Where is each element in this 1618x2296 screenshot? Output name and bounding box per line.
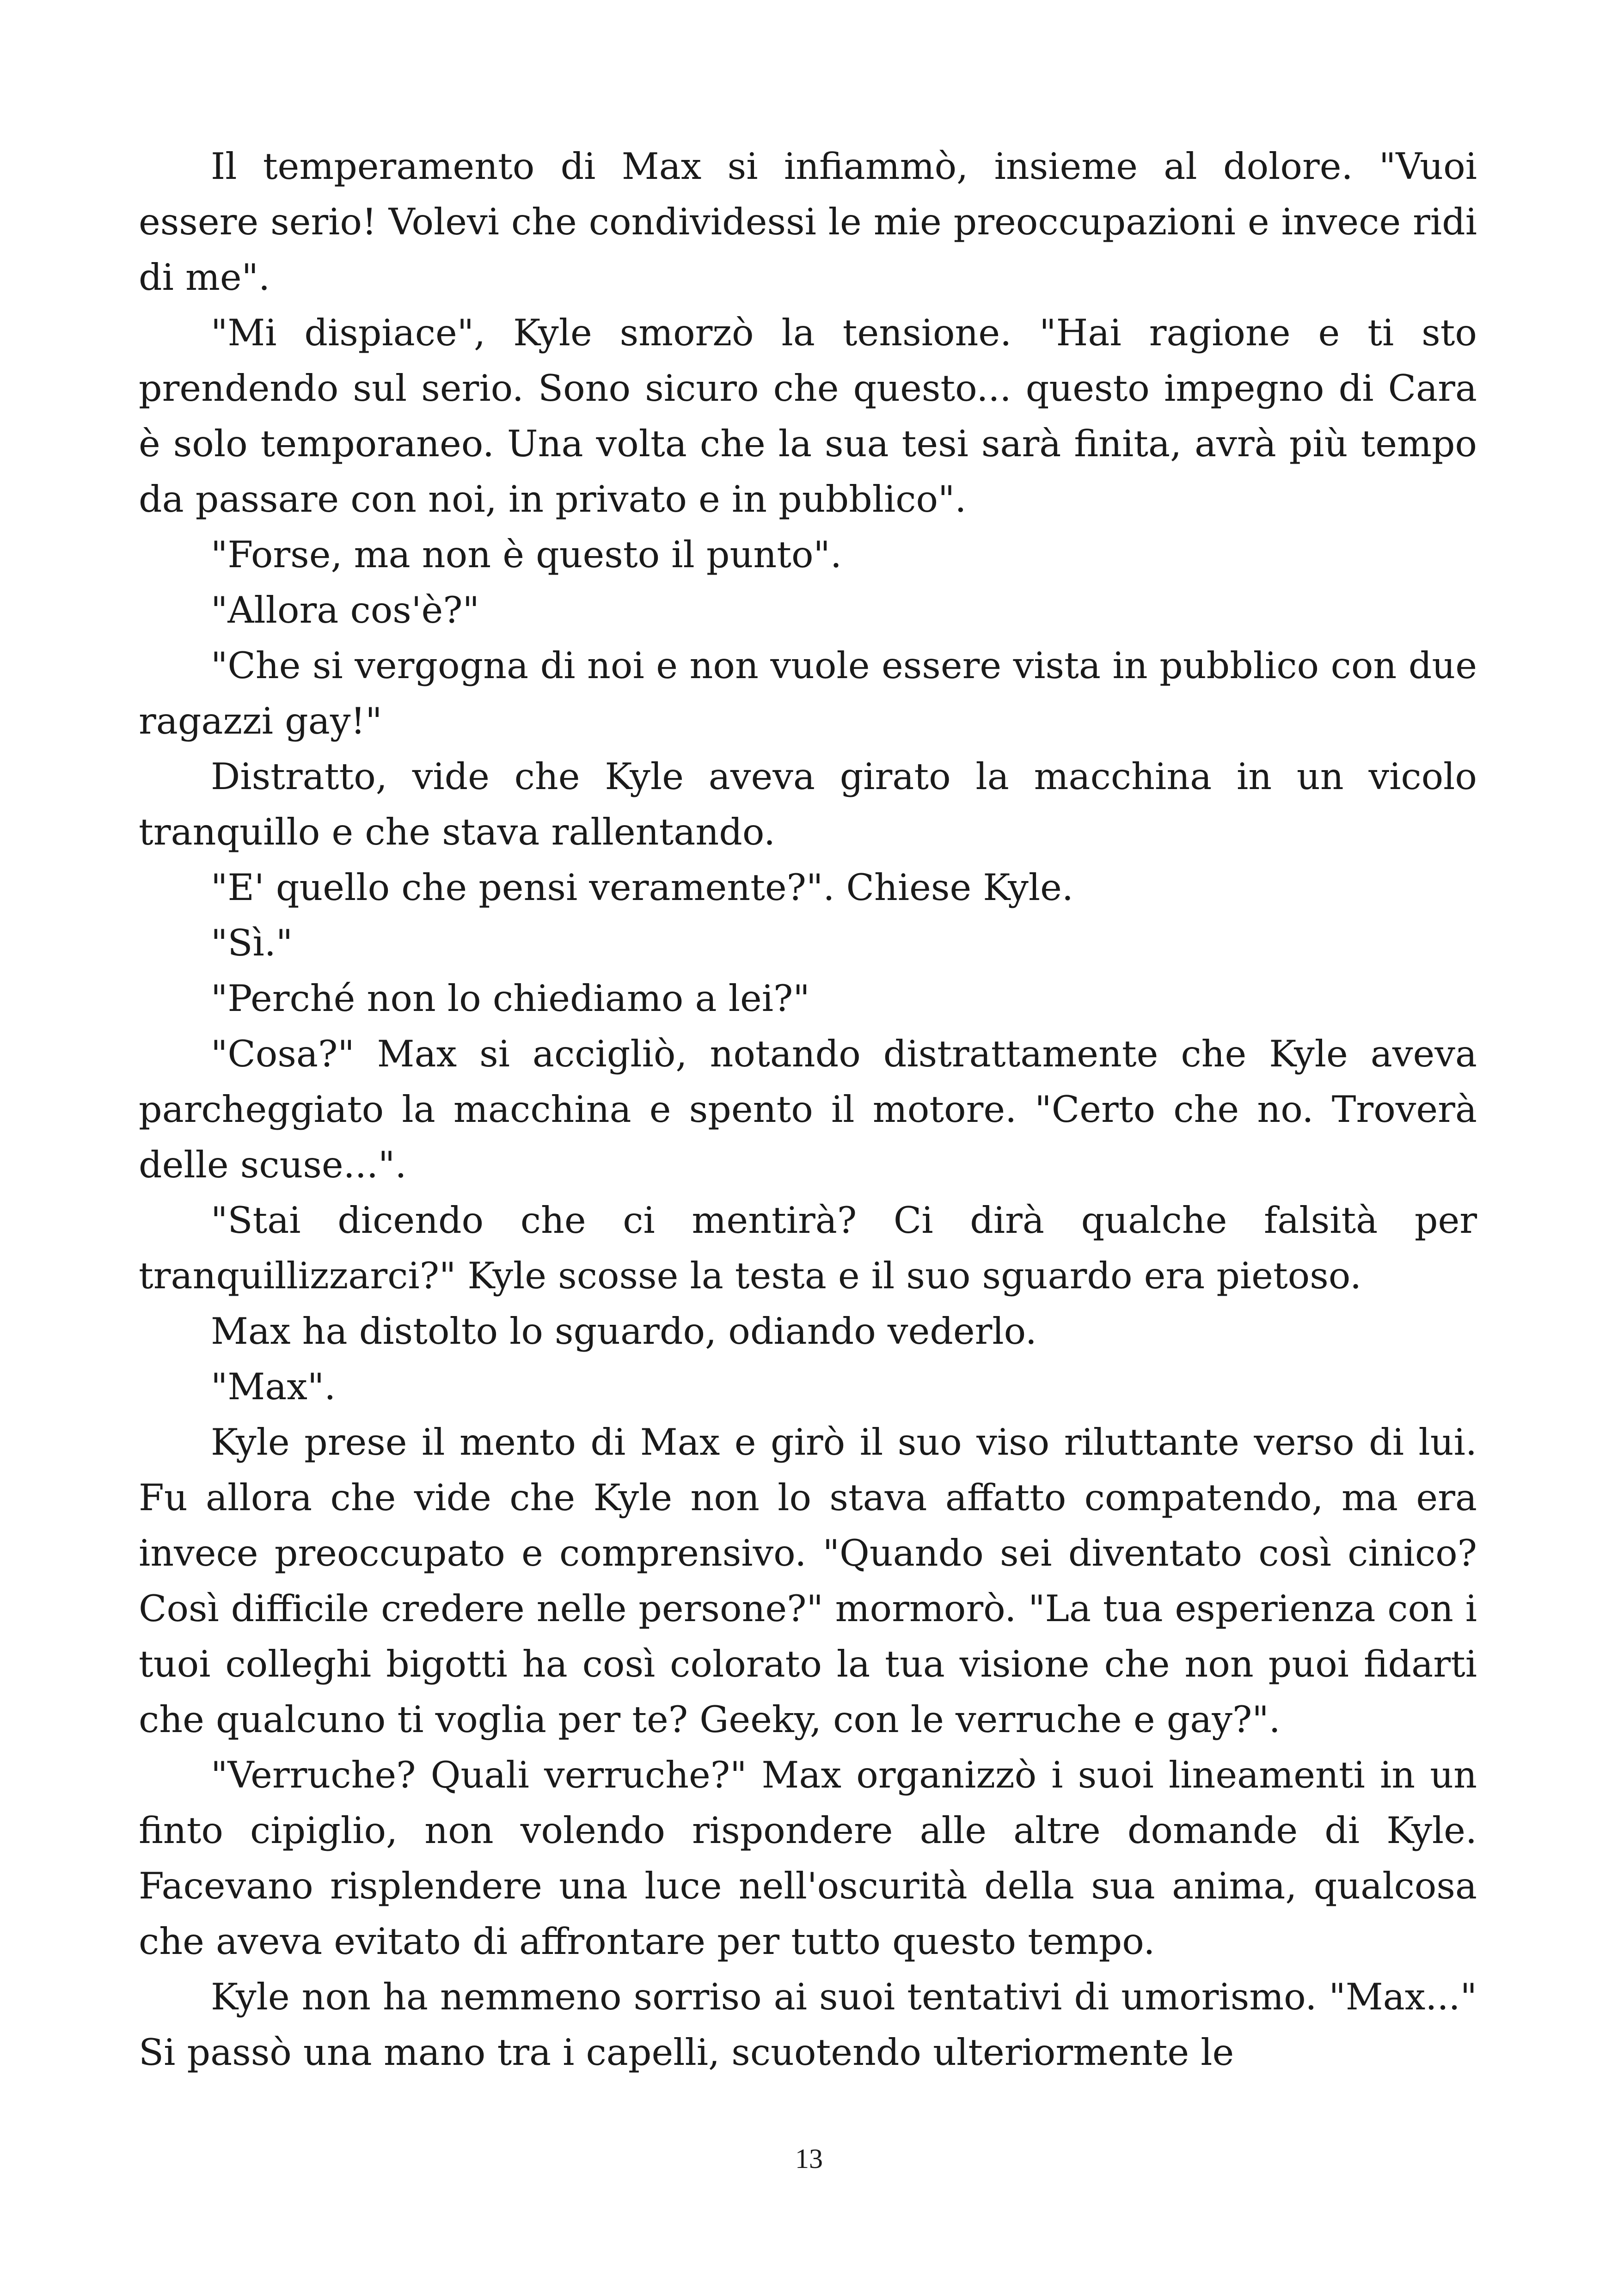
- body-text: [139, 139, 1477, 2080]
- paragraph: "E' quello che pensi veramente?". Chiese Kyle.: [211, 866, 1074, 909]
- paragraph: "Mi dispiace", Kyle smorzò la tensione. "Hai ragione e ti sto prendendo sul serio. Sono sicuro che questo... questo impegno di Cara è solo temporaneo. Una volta che la sua tesi sarà finita, avrà più tempo da passare con noi, in privato e in pubblico".: [139, 312, 1477, 520]
- paragraph: "Stai dicendo che ci mentirà? Ci dirà qualche falsità per tranquillizzarci?" Kyle scosse la testa e il suo sguardo era pietoso.: [139, 1199, 1477, 1297]
- paragraph: Distratto, vide che Kyle aveva girato la macchina in un vicolo tranquillo e che stava rallentando.: [139, 755, 1477, 853]
- paragraph: "Che si vergogna di noi e non vuole essere vista in pubblico con due ragazzi gay!": [139, 644, 1477, 742]
- paragraph: Kyle prese il mento di Max e girò il suo viso riluttante verso di lui. Fu allora che vide che Kyle non lo stava affatto compatendo, ma era invece preoccupato e comprensivo. "Quando sei diventato così cinico? Così difficile credere nelle persone?" mormorò. "La tua esperienza con i tuoi colleghi bigotti ha così colorato la tua visione che non puoi fidarti che qualcuno ti voglia per te? Geeky, con le verruche e gay?".: [139, 1421, 1477, 1741]
- paragraph: "Max".: [211, 1365, 336, 1408]
- paragraph: Max ha distolto lo sguardo, odiando vederlo.: [211, 1310, 1037, 1353]
- paragraph: "Sì.": [211, 922, 293, 964]
- paragraph: "Verruche? Quali verruche?" Max organizzò i suoi lineamenti in un finto cipiglio, non volendo rispondere alle altre domande di Kyle. Facevano risplendere una luce nell'oscurità della sua anima, qualcosa che aveva evitato di affrontare per tutto questo tempo.: [139, 1754, 1477, 1963]
- paragraph: "Forse, ma non è questo il punto".: [211, 533, 842, 576]
- paragraph: "Cosa?" Max si accigliò, notando distrattamente che Kyle aveva parcheggiato la macchina e spento il motore. "Certo che no. Troverà delle scuse...".: [139, 1033, 1477, 1186]
- paragraph: Il temperamento di Max si infiammò, insieme al dolore. "Vuoi essere serio! Volevi che condividessi le mie preoccupazioni e invece ridi di me".: [139, 145, 1477, 299]
- paragraph: "Perché non lo chiediamo a lei?": [211, 977, 810, 1020]
- page-number: 13: [795, 2143, 823, 2174]
- paragraph: "Allora cos'è?": [211, 589, 479, 631]
- paragraph: Kyle non ha nemmeno sorriso ai suoi tentativi di umorismo. "Max..." Si passò una mano tra i capelli, scuotendo ulteriormente le: [139, 1976, 1477, 2074]
